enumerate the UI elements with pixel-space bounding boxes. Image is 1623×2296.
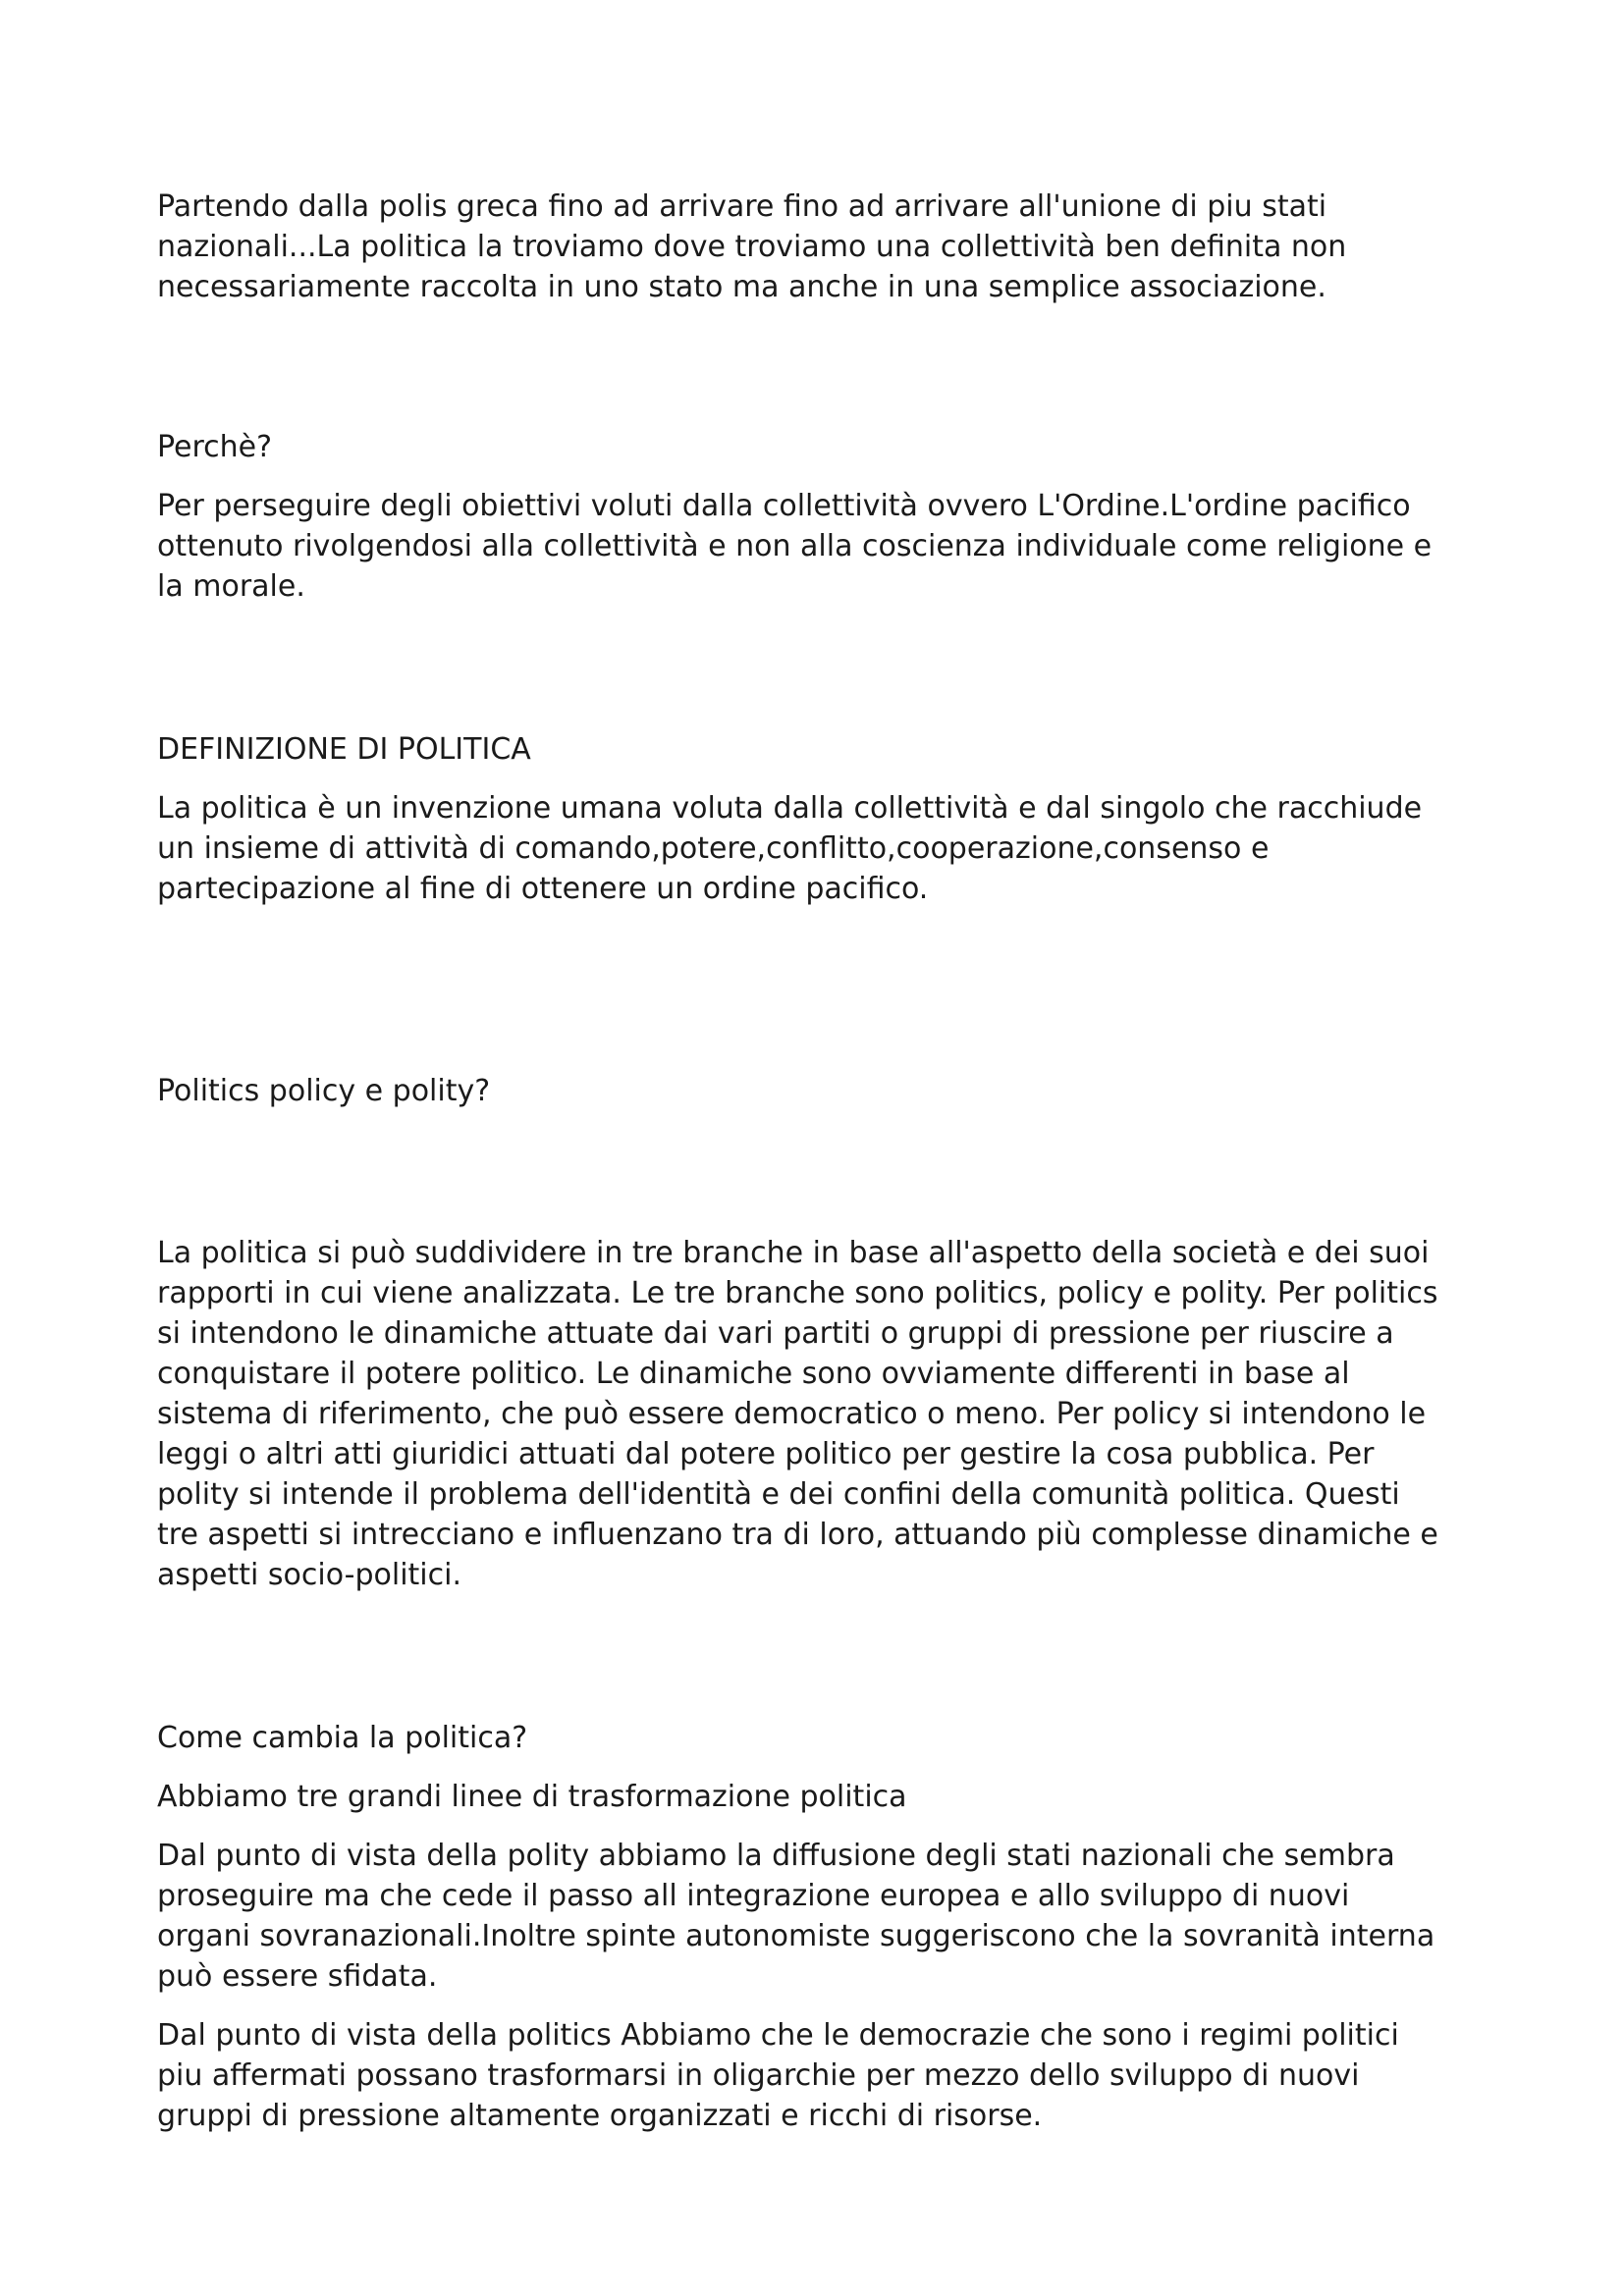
text-line: polity si intende il problema dell'identità e dei confini della comunità politica. Questi xyxy=(157,1477,1400,1512)
heading-politics-policy-polity xyxy=(157,1071,1483,1111)
text-line: partecipazione al fine di ottenere un ordine pacifico. xyxy=(157,872,929,906)
text-line: gruppi di pressione altamente organizzati e ricchi di risorse. xyxy=(157,2099,1043,2133)
text-line: nazionali...La politica la troviamo dove troviamo una collettività ben definita non xyxy=(157,230,1347,264)
text-line: Abbiamo tre grandi linee di trasformazione politica xyxy=(157,1780,907,1814)
paragraph-perche xyxy=(157,486,1483,607)
text-line: sistema di riferimento, che può essere democratico o meno. Per policy si intendono le xyxy=(157,1397,1427,1431)
paragraph-definizione xyxy=(157,788,1483,909)
text-line: la morale. xyxy=(157,569,305,604)
text-line: Perchè? xyxy=(157,430,273,464)
text-line: proseguire ma che cede il passo all integrazione europea e allo sviluppo di nuovi xyxy=(157,1879,1350,1913)
text-line: organi sovranazionali.Inoltre spinte autonomiste suggeriscono che la sovranità interna xyxy=(157,1919,1435,1953)
paragraph-polity xyxy=(157,1836,1483,1997)
text-line: leggi o altri atti giuridici attuati dal potere politico per gestire la cosa pubblica. Per xyxy=(157,1437,1375,1471)
text-line: Partendo dalla polis greca fino ad arrivare fino ad arrivare all'unione di piu stati xyxy=(157,189,1327,224)
text-line: piu affermati possano trasformarsi in oligarchie per mezzo dello sviluppo di nuovi xyxy=(157,2058,1360,2093)
text-line: Politics policy e polity? xyxy=(157,1074,491,1108)
text-line: può essere sfidata. xyxy=(157,1959,438,1994)
heading-come-cambia xyxy=(157,1718,1483,1758)
paragraph-branche xyxy=(157,1233,1483,1595)
text-line: si intendono le dinamiche attuate dai vari partiti o gruppi di pressione per riuscire a xyxy=(157,1316,1394,1351)
text-line: Dal punto di vista della polity abbiamo la diffusione degli stati nazionali che sembra xyxy=(157,1839,1395,1873)
text-line: La politica si può suddividere in tre branche in base all'aspetto della società e dei suoi xyxy=(157,1236,1430,1270)
text-line: Per perseguire degli obiettivi voluti dalla collettività ovvero L'Ordine.L'ordine pacifico xyxy=(157,489,1411,523)
heading-perche xyxy=(157,427,1483,467)
text-line: necessariamente raccolta in uno stato ma anche in una semplice associazione. xyxy=(157,270,1326,304)
text-line: un insieme di attività di comando,potere,conflitto,cooperazione,consenso e xyxy=(157,831,1270,866)
text-line: Come cambia la politica? xyxy=(157,1721,528,1755)
text-line: Dal punto di vista della politics Abbiamo che le democrazie che sono i regimi politici xyxy=(157,2018,1399,2053)
paragraph-politics xyxy=(157,2015,1483,2136)
text-line: tre aspetti si intrecciano e influenzano tra di loro, attuando più complesse dinamiche e xyxy=(157,1518,1438,1552)
text-line: aspetti socio-politici. xyxy=(157,1558,461,1592)
paragraph-intro xyxy=(157,187,1483,307)
text-line: rapporti in cui viene analizzata. Le tre branche sono politics, policy e polity. Per politics xyxy=(157,1276,1438,1310)
text-line: ottenuto rivolgendosi alla collettività e non alla coscienza individuale come religione e xyxy=(157,529,1433,563)
text-line: conquistare il potere politico. Le dinamiche sono ovviamente differenti in base al xyxy=(157,1357,1350,1391)
document-body xyxy=(157,187,1483,2136)
heading-definizione xyxy=(157,729,1483,770)
text-line: La politica è un invenzione umana voluta dalla collettività e dal singolo che racchiude xyxy=(157,791,1423,826)
paragraph-tre-linee xyxy=(157,1777,1483,1817)
text-line: DEFINIZIONE DI POLITICA xyxy=(157,732,531,767)
